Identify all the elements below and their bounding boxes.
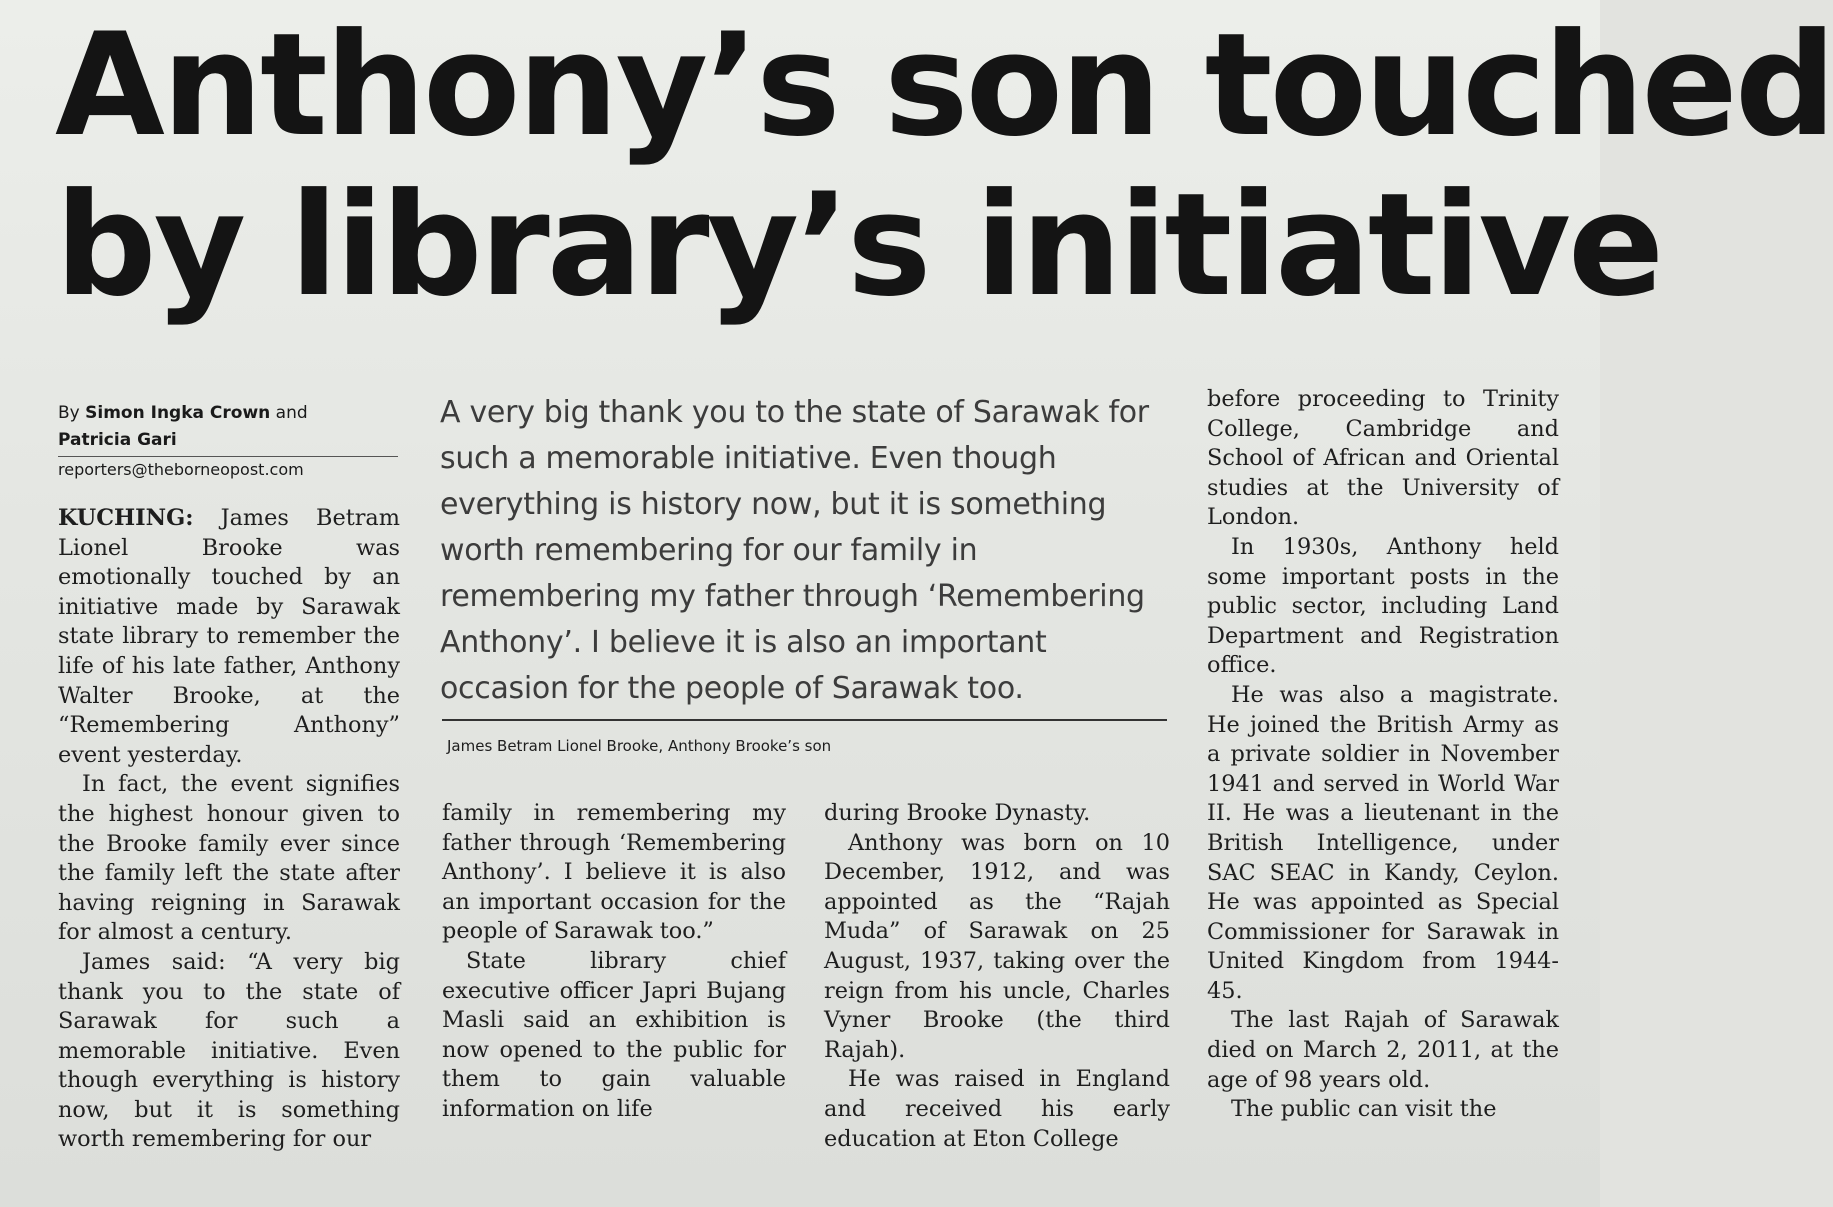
article-paragraph: before proceeding to Trinity College, Cambridge and School of African and Oriental studies at the University of London. — [1207, 386, 1559, 531]
article-paragraph: He was raised in England and received his early education at Eton College — [824, 1066, 1170, 1152]
article-paragraph: The public can visit the — [1231, 1096, 1497, 1123]
dateline: KUCHING: — [58, 505, 194, 531]
article-paragraph: during Brooke Dynasty. — [824, 800, 1091, 826]
article-paragraph: family in remembering my father through ‘Remembering Anthony’. I believe it is also an important occasion for the people of Sarawak too.” — [442, 800, 786, 945]
article-paragraph: He was also a magistrate. He joined the British Army as a private soldier in November 1941 and served in World War II. He was a lieutenant in the British Intelligence, under SAC SEAC in Kandy, Ceylon. He was appointed as Special Commissioner for Sarawak in United Kingdom from 1944-45. — [1207, 681, 1559, 1004]
headline-line-1: Anthony’s son touched — [55, 3, 1833, 168]
article-column-3 — [824, 799, 1170, 1154]
article-text: James Betram Lionel Brooke was emotionally touched by an initiative made by Sarawak state library to remember the life of his late father, Anthony Walter Brooke, at the “Remembering Anthony” event yesterday. — [58, 505, 400, 768]
article-paragraph: In 1930s, Anthony held some important posts in the public sector, including Land Department and Registration office. — [1207, 533, 1559, 679]
article-paragraph: State library chief executive officer Japri Bujang Masli said an exhibition is now opened to the public for them to gain valuable information on life — [442, 947, 786, 1122]
article-column-1 — [58, 504, 400, 1155]
byline-prefix: By — [58, 403, 80, 423]
article-paragraph: The last Rajah of Sarawak died on March 2, 2011, at the age of 98 years old. — [1207, 1007, 1559, 1093]
byline-conjunction: and — [275, 403, 308, 423]
article-paragraph: James said: “A very big thank you to the state of Sarawak for such a memorable initiative. Even though everything is history now, but it is something worth remembering for our — [58, 948, 400, 1153]
article-paragraph: In fact, the event signifies the highest honour given to the Brooke family ever since the family left the state after having reigning in Sarawak for almost a century. — [58, 771, 400, 946]
byline-author-1: Simon Ingka Crown — [85, 403, 271, 423]
article-column-2 — [442, 799, 786, 1125]
pull-quote-attribution: James Betram Lionel Brooke, Anthony Brooke’s son — [447, 737, 832, 755]
article-paragraph — [58, 504, 400, 770]
pull-quote-divider — [442, 719, 1167, 721]
pull-quote: A very big thank you to the state of Sarawak for such a memorable initiative. Even though everything is history now, but it is something worth remembering for our family in remembering my father through ‘Remembering Anthony’. I believe it is also an important occasion for the people of Sarawak too. — [440, 395, 1149, 706]
byline-author-2: Patricia Gari — [58, 430, 177, 450]
byline-email: reporters@theborneopost.com — [58, 460, 304, 479]
byline — [58, 400, 398, 483]
article-column-4 — [1207, 385, 1559, 1125]
byline-authors — [58, 400, 398, 454]
headline-line-2: by library’s initiative — [55, 163, 1662, 328]
article-paragraph: Anthony was born on 10 December, 1912, and was appointed as the “Rajah Muda” of Sarawak on 25 August, 1937, taking over the reign from his uncle, Charles Vyner Brooke (the third Rajah). — [824, 829, 1170, 1063]
headline — [55, 3, 1833, 328]
